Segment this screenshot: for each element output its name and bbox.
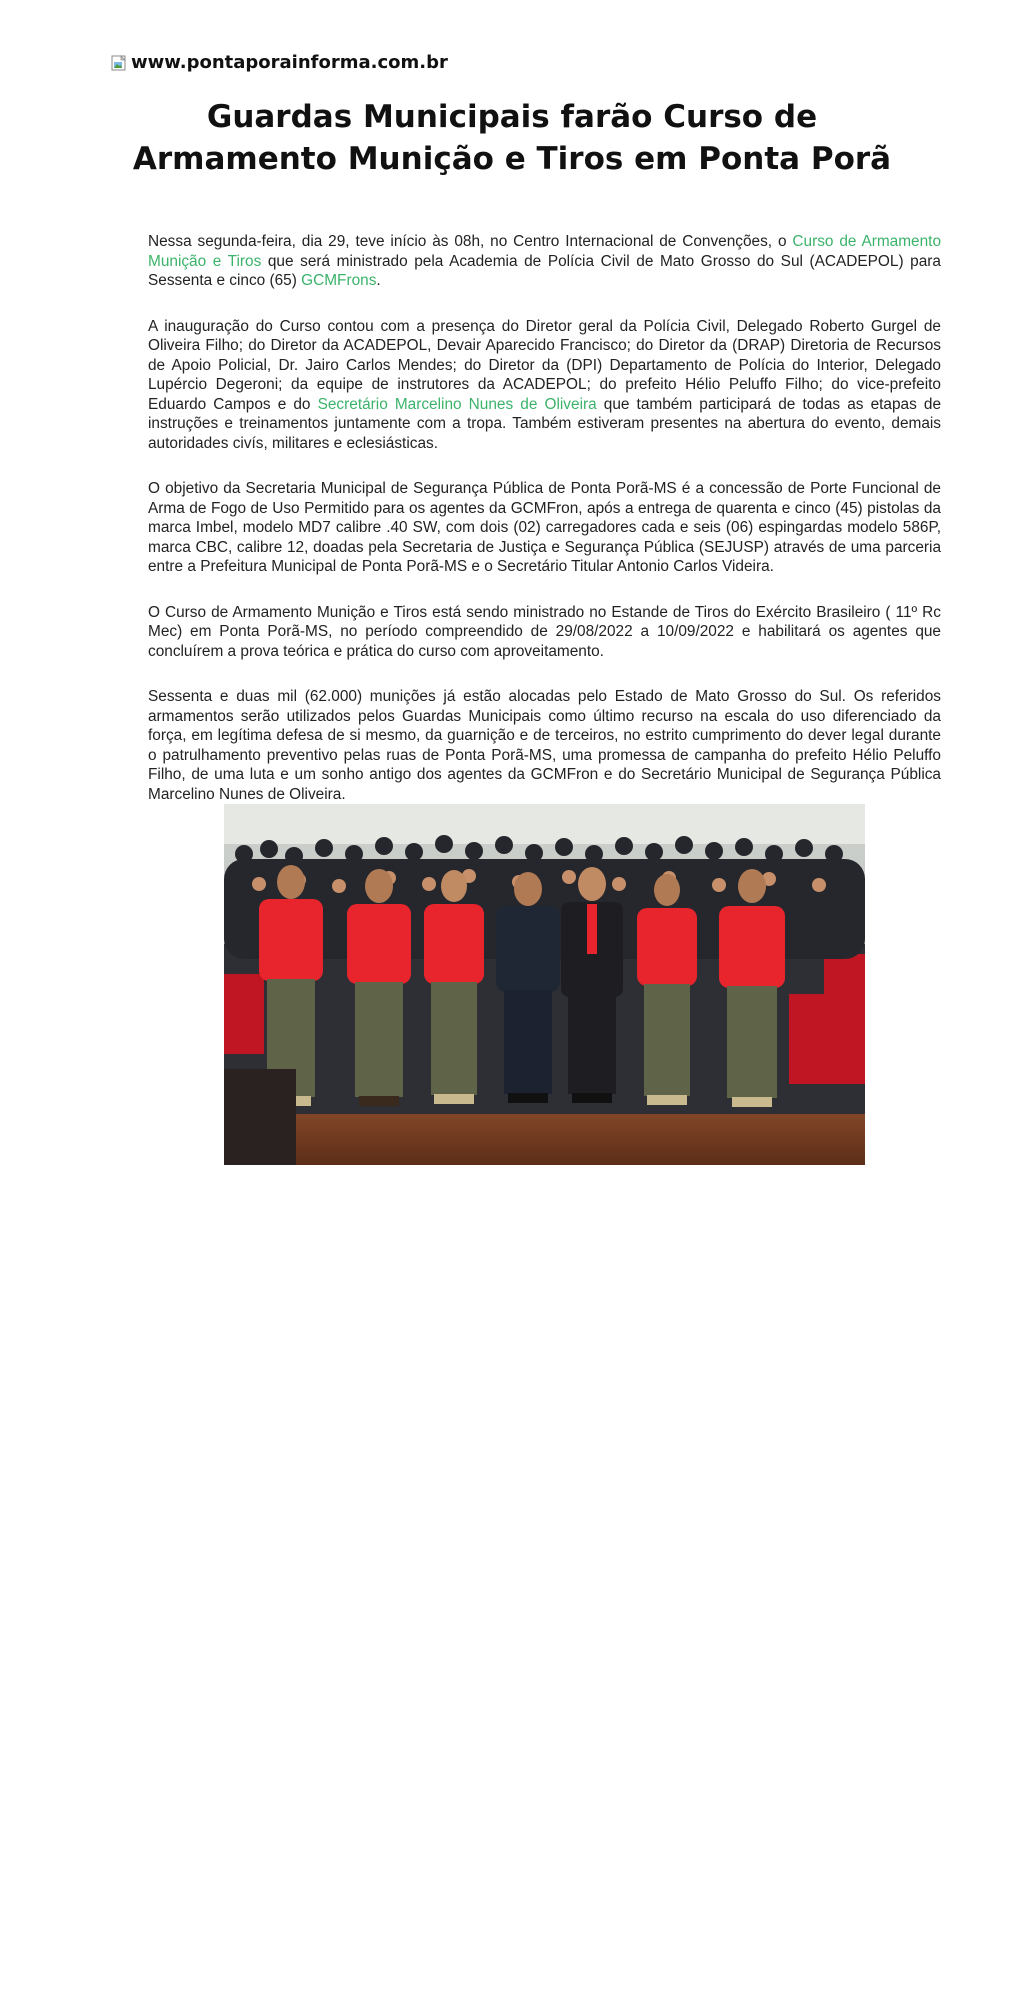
paragraph-objective: O objetivo da Secretaria Municipal de Segurança Pública de Ponta Porã-MS é a concessão de Porte Funcional de Arma de Fogo de Uso Permitido para os agentes da GCMFron, após a entrega de quarenta e cinco (45) pistolas da marca Imbel, modelo MD7 calibre .40 SW, com dois (02) carregadores cada e seis (06) espingardas modelo 586P, marca CBC, calibre 12, doadas pela Secretaria de Justiça e Segurança Pública (SEJUSP) através de uma parceria entre a Prefeitura Municipal de Ponta Porã-MS e o Secretário Titular Antonio Carlos Videira. [148,480,941,575]
p1-text-middle: que será ministrado pela Academia de Polícia Civil de Mato Grosso do Sul (ACADEPOL) para Sessenta e cinco (65) [148,252,941,289]
gcmfrons-link[interactable]: GCMFrons [301,272,377,289]
p1-text-before: Nessa segunda-feira, dia 29, teve início às 08h, no Centro Internacional de Convenções, o [148,233,793,250]
site-header [111,52,448,73]
paragraph-course-location: O Curso de Armamento Munição e Tiros está sendo ministrado no Estande de Tiros do Exército Brasileiro ( 11º Rc Mec) em Ponta Porã-MS, no período compreendido de 29/08/2022 a 10/09/2022 e habilitará os agentes que concluírem a prova teórica e prática do curso com aproveitamento. [148,603,941,660]
group-photo [224,804,865,1165]
paragraph-inauguration [148,317,941,454]
secretary-link[interactable]: Secretário Marcelino Nunes de Oliveira [317,395,597,413]
course-link[interactable]: Curso de Armamento Munição e Tiros [148,233,942,270]
site-name[interactable]: www.pontaporainforma.com.br [131,52,448,73]
p2-text-after: que também participará de todas as etapas de instruções e treinamentos juntamente com a tropa. Também estiveram presentes na abertura do evento, demais autoridades civís, militares e eclesiásticas. [148,395,941,452]
group-photo-illustration [224,804,865,1165]
p2-text-before: A inauguração do Curso contou com a presença do Diretor geral da Polícia Civil, Delegado Roberto Gurgel de Oliveira Filho; do Diretor da ACADEPOL, Devair Aparecido Francisco; do Diretor da (DRAP) Diretoria de Recursos de Apoio Policial, Dr. Jairo Carlos Mendes; do Diretor da (DPI) Departamento de Polícia do Interior, Delegado Lupércio Degeroni; da equipe de instrutores da ACADEPOL; do prefeito Hélio Peluffo Filho; do vice-prefeito Eduardo Campos e do [148,317,941,413]
article-title: Guardas Municipais farão Curso de Armamento Munição e Tiros em Ponta Porã [132,99,892,177]
broken-image-icon [111,55,127,71]
paragraph-intro [148,232,941,291]
p1-text-after: . [376,272,381,289]
article-body [148,232,941,830]
paragraph-ammunition: Sessenta e duas mil (62.000) munições já estão alocadas pelo Estado de Mato Grosso do Sul. Os referidos armamentos serão utilizados pelos Guardas Municipais como último recurso na escala do uso diferenciado da força, em legítima defesa de si mesmo, da guarnição e de terceiros, no estrito cumprimento do dever legal durante o patrulhamento preventivo pelas ruas de Ponta Porã-MS, uma promessa de campanha do prefeito Hélio Peluffo Filho, de uma luta e um sonho antigo dos agentes da GCMFron e do Secretário Municipal de Segurança Pública Marcelino Nunes de Oliveira. [148,688,941,803]
